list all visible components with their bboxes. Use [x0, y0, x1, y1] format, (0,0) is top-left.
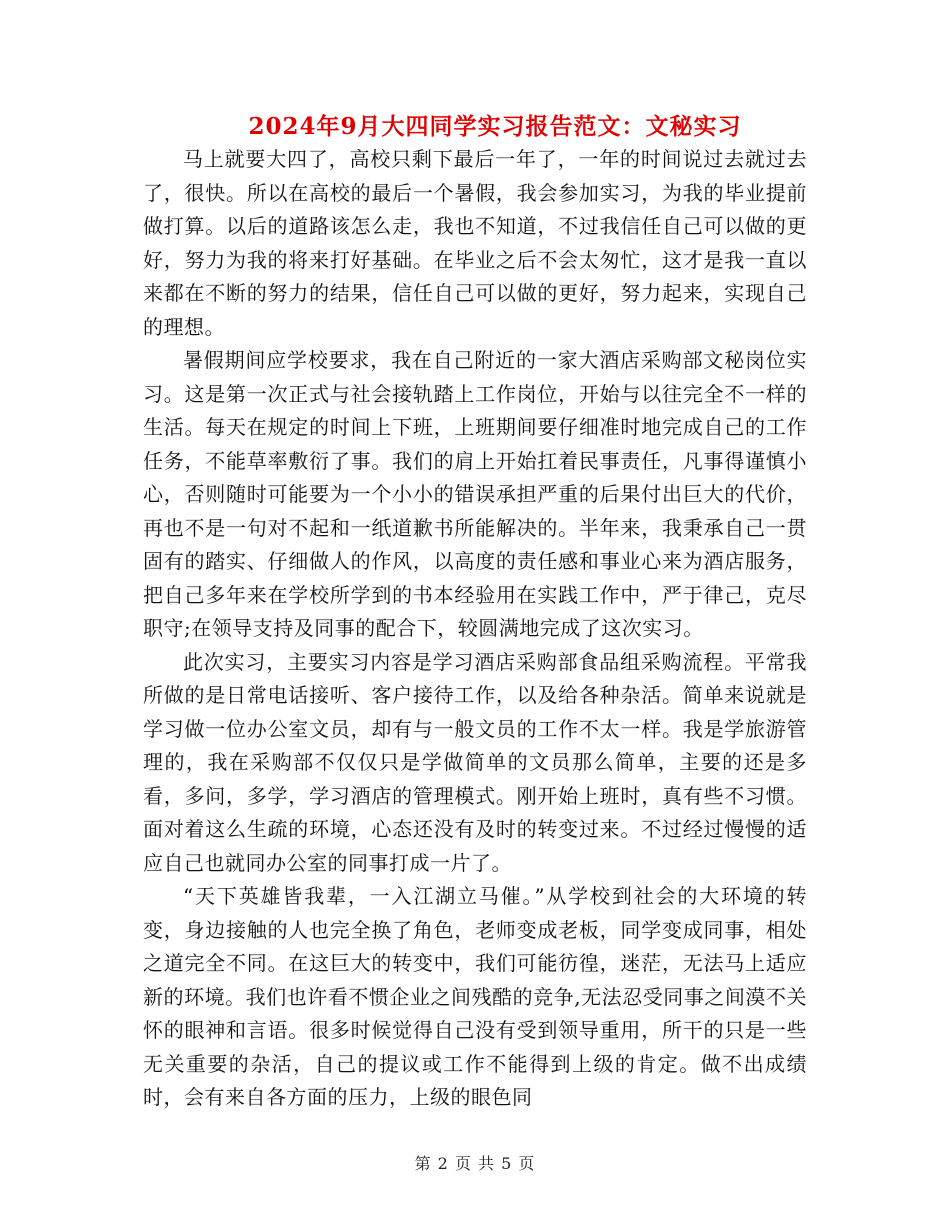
paragraph-4: “天下英雄皆我辈，一入江湖立马催。”从学校到社会的大环境的转变，身边接触的人也完全换了角色，老师变成老板，同学变成同事，相处之道完全不同。在这巨大的转变中，我们可能彷徨，迷茫，无法马上适应新的环境。我们也许看不惯企业之间残酷的竞争,无法忍受同事之间漠不关怀的眼神和言语。很多时候觉得自己没有受到领导重用，所干的只是一些无关重要的杂活，自己的提议或工作不能得到上级的肯定。做不出成绩时，会有来自各方面的压力，上级的眼色同 — [143, 884, 807, 1109]
page-footer — [0, 1152, 950, 1176]
document-body — [143, 143, 807, 1115]
paragraph-2: 暑假期间应学校要求，我在自己附近的一家大酒店采购部文秘岗位实习。这是第一次正式与社会接轨踏上工作岗位，开始与以往完全不一样的生活。每天在规定的时间上下班，上班期间要仔细准时地完成自己的工作任务，不能草率敷衍了事。我们的肩上开始扛着民事责任，凡事得谨慎小心，否则随时可能要为一个小小的错误承担严重的后果付出巨大的代价，再也不是一句对不起和一纸道歉书所能解决的。半年来，我秉承自己一贯固有的踏实、仔细做人的作风，以高度的责任感和事业心来为酒店服务，把自己多年来在学校所学到的书本经验用在实践工作中，严于律己，克尽职守;在领导支持及同事的配合下，较圆满地完成了这次实习。 — [143, 348, 807, 640]
document-title: 2024年9月大四同学实习报告范文：文秘实习 — [248, 113, 742, 140]
paragraph-1: 马上就要大四了，高校只剩下最后一年了，一年的时间说过去就过去了，很快。所以在高校的最后一个暑假，我会参加实习，为我的毕业提前做打算。以后的道路该怎么走，我也不知道，不过我信任自己可以做的更好，努力为我的将来打好基础。在毕业之后不会太匆忙，这才是我一直以来都在不断的努力的结果，信任自己可以做的更好，努力起来，实现自己的理想。 — [143, 147, 807, 339]
page-number-label: 第 2 页 共 5 页 — [414, 1154, 536, 1173]
paragraph-3: 此次实习，主要实习内容是学习酒店采购部食品组采购流程。平常我所做的是日常电话接听、客户接待工作，以及给各种杂活。简单来说就是学习做一位办公室文员，却有与一般文员的工作不太一样。我是学旅游管理的，我在采购部不仅仅只是学做简单的文员那么简单，主要的还是多看，多问，多学，学习酒店的管理模式。刚开始上班时，真有些不习惯。面对着这么生疏的环境，心态还没有及时的转变过来。不过经过慢慢的适应自己也就同办公室的同事打成一片了。 — [143, 649, 807, 875]
